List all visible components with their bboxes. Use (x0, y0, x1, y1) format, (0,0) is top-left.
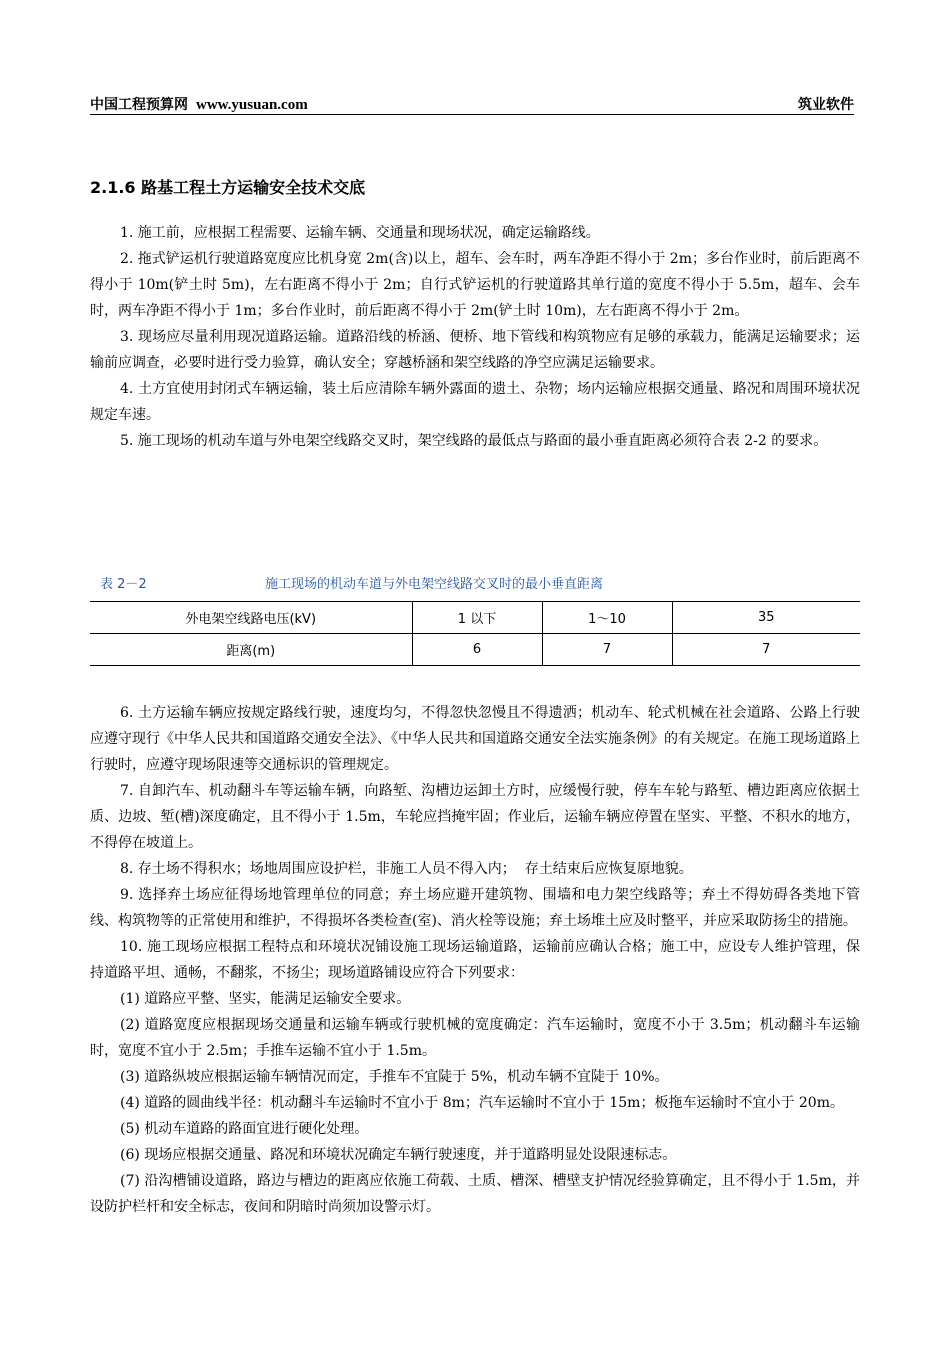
paragraph: 6. 土方运输车辆应按规定路线行驶，速度均匀，不得忽快忽慢且不得遗洒；机动车、轮式机械在社会道路、公路上行驶应遵守现行《中华人民共和国道路交通安全法》、《中华人民共和国道路交通安全法实施条例》的有关规定。在施工现场道路上行驶时，应遵守现场限速等交通标识的管理规定。 (90, 705, 860, 773)
paragraph: 2. 拖式铲运机行驶道路宽度应比机身宽 2m(含)以上，超车、会车时，两车净距不得小于 2m；多台作业时，前后距离不得小于 10m(铲土时 5m)，左右距离不得小于 2m；自行式铲运机的行驶道路其单行道的宽度不得小于 5.5m，超车、会车时，两车净距不得小于 1m；多台作业时，前后距离不得小于 2m(铲土时 10m)，左右距离不得小于 2m。 (90, 251, 860, 319)
list-item: (7) 沿沟槽铺设道路，路边与槽边的距离应依施工荷载、土质、槽深、槽壁支护情况经验算确定，且不得小于 1.5m，并设防护栏杆和安全标志，夜间和阴暗时尚须加设警示灯。 (90, 1173, 860, 1215)
body-bottom (90, 700, 860, 1220)
body-top (90, 220, 860, 454)
paragraph: 7. 自卸汽车、机动翻斗车等运输车辆，向路堑、沟槽边运卸土方时，应缓慢行驶，停车车轮与路堑、槽边距离应依据土质、边坡、堑(槽)深度确定，且不得小于 1.5m，车轮应挡掩牢固；作业后，运输车辆应停置在坚实、平整、不积水的地方，不得停在坡道上。 (90, 783, 860, 851)
list-item: (4) 道路的圆曲线半径：机动翻斗车运输时不宜小于 8m；汽车运输时不宜小于 15m；板拖车运输时不宜小于 20m。 (120, 1095, 844, 1111)
table-cell: 6 (412, 634, 542, 666)
table-caption-text: 施工现场的机动车道与外电架空线路交叉时的最小垂直距离 (265, 577, 604, 592)
page-header (90, 92, 854, 115)
table-cell: 1～10 (542, 602, 672, 634)
table-cell: 7 (672, 634, 860, 666)
list-item: (5) 机动车道路的路面宜进行硬化处理。 (120, 1121, 369, 1137)
paragraph: 9. 选择弃土场应征得场地管理单位的同意；弃土场应避开建筑物、围墙和电力架空线路等；弃土不得妨碍各类地下管线、构筑物等的正常使用和维护，不得损坏各类检查(室)、消火栓等设施；弃土场堆土应及时整平，并应采取防扬尘的措施。 (90, 887, 860, 929)
header-left (90, 94, 308, 114)
paragraph: 5. 施工现场的机动车道与外电架空线路交叉时，架空线路的最低点与路面的最小垂直距离必须符合表 2-2 的要求。 (120, 433, 828, 449)
section-title: 2.1.6 路基工程土方运输安全技术交底 (90, 178, 366, 197)
brand-name: 筑业软件 (798, 97, 854, 113)
table-number: 表 2－2 (100, 577, 147, 592)
list-item: (2) 道路宽度应根据现场交通量和运输车辆或行驶机械的宽度确定：汽车运输时，宽度不小于 3.5m；机动翻斗车运输时，宽度不宜小于 2.5m；手推车运输不宜小于 1.5m。 (90, 1017, 860, 1059)
paragraph: 10. 施工现场应根据工程特点和环境状况铺设施工现场运输道路，运输前应确认合格；施工中，应设专人维护管理，保持道路平坦、通畅，不翻浆，不扬尘；现场道路铺设应符合下列要求： (90, 939, 860, 981)
table-row (90, 602, 860, 634)
site-name: 中国工程预算网 (90, 97, 188, 113)
paragraph: 1. 施工前，应根据工程需要、运输车辆、交通量和现场状况，确定运输路线。 (120, 225, 600, 241)
table-cell: 1 以下 (412, 602, 542, 634)
table-cell: 外电架空线路电压(kV) (90, 602, 412, 634)
paragraph: 8. 存土场不得积水；场地周围应设护栏，非施工人员不得入内； 存土结束后应恢复原地貌。 (120, 861, 693, 877)
paragraph: 4. 土方宜使用封闭式车辆运输，装土后应清除车辆外露面的遗土、杂物；场内运输应根据交通量、路况和周围环境状况规定车速。 (90, 381, 860, 423)
clearance-table (90, 601, 860, 666)
site-url[interactable]: www.yusuan.com (196, 97, 308, 113)
table-cell: 35 (672, 602, 860, 634)
table-cell: 距离(m) (90, 634, 412, 666)
table-cell: 7 (542, 634, 672, 666)
paragraph: 3. 现场应尽量利用现况道路运输。道路沿线的桥涵、便桥、地下管线和构筑物应有足够的承载力，能满足运输要求；运输前应调查，必要时进行受力验算，确认安全；穿越桥涵和架空线路的净空应满足运输要求。 (90, 329, 860, 371)
list-item: (1) 道路应平整、坚实，能满足运输安全要求。 (120, 991, 411, 1007)
table-row (90, 634, 860, 666)
list-item: (6) 现场应根据交通量、路况和环境状况确定车辆行驶速度，并于道路明显处设限速标志。 (120, 1147, 677, 1163)
list-item: (3) 道路纵坡应根据运输车辆情况而定，手推车不宜陡于 5%，机动车辆不宜陡于 10%。 (120, 1069, 669, 1085)
